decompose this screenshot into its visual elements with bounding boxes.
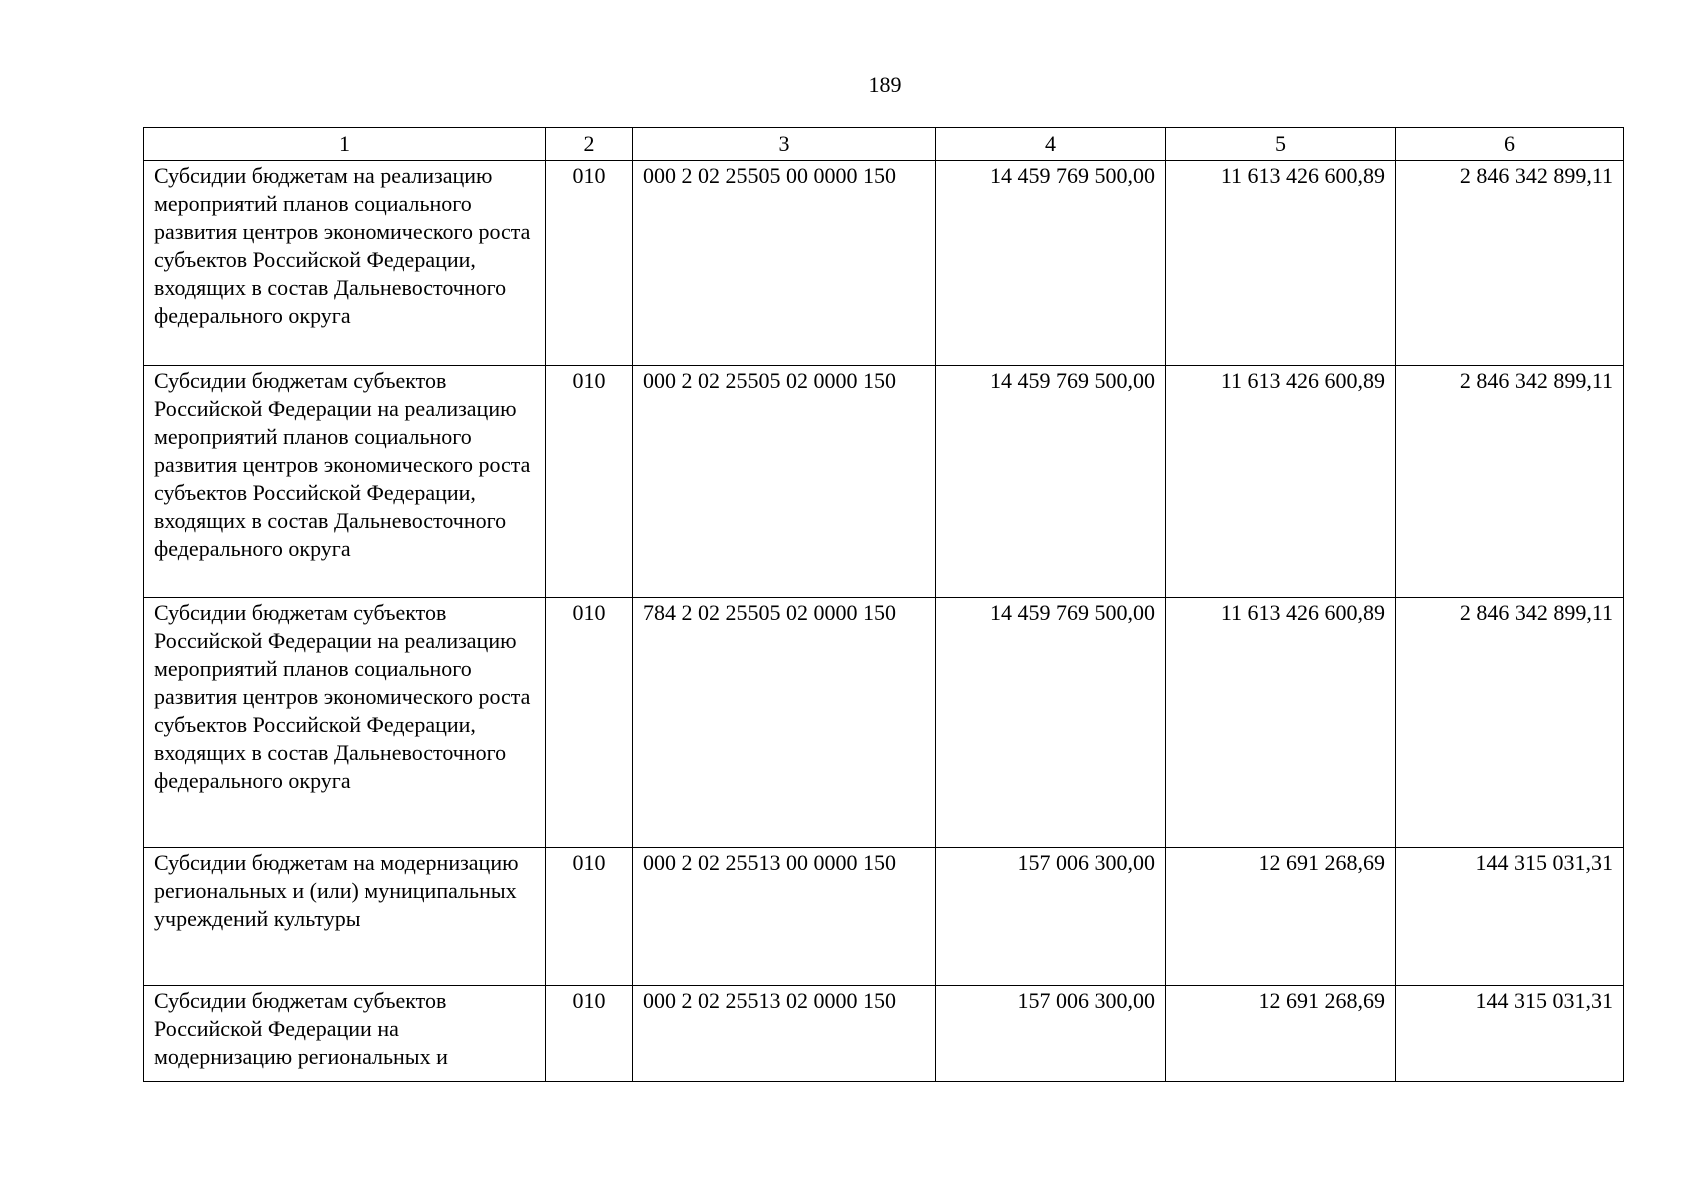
row-approved-cell: 157 006 300,00 bbox=[936, 986, 1166, 1082]
row-income-code-cell: 000 2 02 25513 02 0000 150 bbox=[633, 986, 936, 1082]
row-income-code-cell: 000 2 02 25505 02 0000 150 bbox=[633, 366, 936, 598]
row-approved-cell: 14 459 769 500,00 bbox=[936, 598, 1166, 848]
table-row bbox=[144, 848, 1624, 986]
row-line-code-cell: 010 bbox=[546, 986, 633, 1082]
row-executed-cell: 12 691 268,69 bbox=[1166, 986, 1396, 1082]
row-executed-cell: 11 613 426 600,89 bbox=[1166, 598, 1396, 848]
table-row bbox=[144, 161, 1624, 366]
table-row bbox=[144, 986, 1624, 1082]
column-header: 3 bbox=[633, 128, 936, 161]
row-name-cell: Субсидии бюджетам субъектов Российской Федерации на модернизацию региональных и bbox=[144, 986, 546, 1082]
row-line-code-cell: 010 bbox=[546, 366, 633, 598]
row-executed-cell: 12 691 268,69 bbox=[1166, 848, 1396, 986]
row-income-code-cell: 000 2 02 25505 00 0000 150 bbox=[633, 161, 936, 366]
row-unexecuted-cell: 2 846 342 899,11 bbox=[1396, 161, 1624, 366]
row-executed-cell: 11 613 426 600,89 bbox=[1166, 161, 1396, 366]
row-name-cell: Субсидии бюджетам субъектов Российской Федерации на реализацию мероприятий планов социального развития центров экономического роста субъектов Российской Федерации, входящих в состав Дальневосточного федерального округа bbox=[144, 598, 546, 848]
budget-table bbox=[143, 127, 1624, 1082]
column-header: 4 bbox=[936, 128, 1166, 161]
table-row bbox=[144, 366, 1624, 598]
row-line-code-cell: 010 bbox=[546, 161, 633, 366]
column-header: 2 bbox=[546, 128, 633, 161]
row-income-code-cell: 000 2 02 25513 00 0000 150 bbox=[633, 848, 936, 986]
row-unexecuted-cell: 144 315 031,31 bbox=[1396, 986, 1624, 1082]
row-approved-cell: 157 006 300,00 bbox=[936, 848, 1166, 986]
row-income-code-cell: 784 2 02 25505 02 0000 150 bbox=[633, 598, 936, 848]
row-unexecuted-cell: 2 846 342 899,11 bbox=[1396, 598, 1624, 848]
row-approved-cell: 14 459 769 500,00 bbox=[936, 161, 1166, 366]
column-header: 6 bbox=[1396, 128, 1624, 161]
page-number: 189 bbox=[868, 72, 902, 97]
row-executed-cell: 11 613 426 600,89 bbox=[1166, 366, 1396, 598]
row-line-code-cell: 010 bbox=[546, 598, 633, 848]
row-approved-cell: 14 459 769 500,00 bbox=[936, 366, 1166, 598]
table-row bbox=[144, 598, 1624, 848]
row-unexecuted-cell: 144 315 031,31 bbox=[1396, 848, 1624, 986]
row-unexecuted-cell: 2 846 342 899,11 bbox=[1396, 366, 1624, 598]
row-name-cell: Субсидии бюджетам на реализацию мероприятий планов социального развития центров экономического роста субъектов Российской Федерации, входящих в состав Дальневосточного федерального округа bbox=[144, 161, 546, 366]
row-name-cell: Субсидии бюджетам на модернизацию региональных и (или) муниципальных учреждений культуры bbox=[144, 848, 546, 986]
row-name-cell: Субсидии бюджетам субъектов Российской Федерации на реализацию мероприятий планов социального развития центров экономического роста субъектов Российской Федерации, входящих в состав Дальневосточного федерального округа bbox=[144, 366, 546, 598]
column-header: 5 bbox=[1166, 128, 1396, 161]
column-header: 1 bbox=[144, 128, 546, 161]
row-line-code-cell: 010 bbox=[546, 848, 633, 986]
table-header-row bbox=[144, 128, 1624, 161]
